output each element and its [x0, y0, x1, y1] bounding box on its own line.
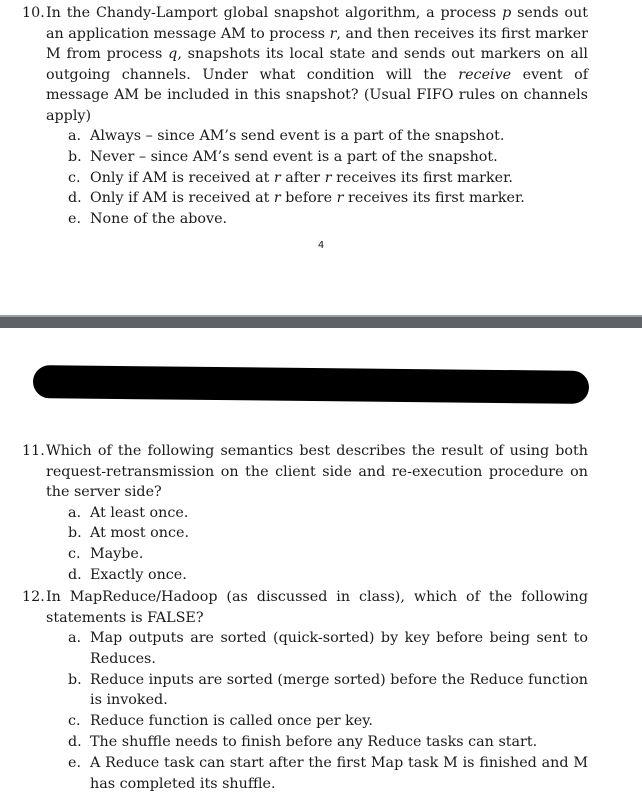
- option-label: c.: [68, 169, 81, 186]
- answer-option: [68, 628, 588, 670]
- italic-text: q: [168, 46, 178, 62]
- answer-option: [68, 523, 588, 544]
- option-text: [90, 711, 588, 732]
- question-10: [22, 3, 588, 230]
- option-label: c.: [68, 713, 81, 730]
- italic-text: p: [502, 5, 512, 21]
- italic-text: r: [329, 25, 337, 42]
- document-page-upper: [0, 0, 642, 315]
- italic-text: r: [273, 169, 281, 186]
- text-run: Only if AM is received at: [90, 190, 274, 207]
- italic-text: receive: [458, 66, 512, 83]
- answer-option: [68, 147, 588, 168]
- option-text: [90, 523, 588, 544]
- question-number: 11.: [22, 443, 45, 459]
- page-number: 4: [317, 240, 325, 251]
- option-text: [90, 168, 588, 189]
- text-run: At most once.: [90, 525, 189, 542]
- text-run: receives its first marker.: [343, 190, 525, 207]
- answer-options: [68, 628, 588, 794]
- option-label: c.: [68, 546, 81, 563]
- italic-text: r: [336, 190, 344, 207]
- option-label: a.: [68, 504, 82, 521]
- option-text: [90, 732, 588, 753]
- answer-option: [68, 126, 588, 147]
- question-text: [46, 441, 588, 503]
- option-text: [90, 628, 588, 670]
- text-run: In MapReduce/Hadoop (as discussed in class), which of the following statements is FALSE?: [46, 589, 588, 626]
- option-label: b.: [68, 148, 82, 165]
- question-text: [46, 3, 588, 126]
- option-label: b.: [68, 671, 82, 688]
- answer-option: [68, 188, 588, 209]
- text-run: Which of the following semantics best describes the result of using both request-retransmission on the client side and re-execution procedure on the server side?: [46, 443, 588, 500]
- option-text: [90, 670, 588, 712]
- option-label: b.: [68, 525, 82, 542]
- option-label: d.: [68, 733, 82, 750]
- text-run: Only if AM is received at: [90, 169, 274, 186]
- answer-option: [68, 732, 588, 753]
- option-text: [90, 753, 588, 795]
- answer-option: [68, 753, 588, 795]
- option-text: [90, 147, 588, 168]
- option-text: [90, 544, 588, 565]
- answer-option: [68, 670, 588, 712]
- answer-option: [68, 503, 588, 524]
- option-text: [90, 565, 588, 586]
- option-text: [90, 188, 588, 209]
- text-run: , snapshots its local state and sends out markers on all outgoing channels. Under what condition will the: [46, 46, 588, 83]
- text-run: At least once.: [90, 504, 189, 521]
- text-run: after: [280, 169, 325, 186]
- page-divider: [0, 315, 642, 328]
- text-run: In the Chandy-Lamport global snapshot algorithm, a process: [46, 5, 503, 21]
- answer-option: [68, 168, 588, 189]
- question-12: [22, 587, 588, 794]
- answer-option: [68, 209, 588, 230]
- text-run: Reduce function is called once per key.: [90, 713, 373, 730]
- text-run: before: [280, 190, 337, 207]
- text-run: The shuffle needs to finish before any Reduce tasks can start.: [90, 733, 538, 750]
- text-run: , and then receives its first marker M from process: [46, 25, 588, 62]
- text-run: A Reduce task can start after the first Map task M is finished and M has completed its shuffle.: [90, 754, 588, 792]
- option-text: [90, 503, 588, 524]
- text-run: sends out an application message AM to process: [46, 5, 588, 42]
- text-run: None of the above.: [90, 211, 228, 228]
- option-label: d.: [68, 190, 82, 207]
- text-run: receives its first marker.: [331, 169, 513, 186]
- question-number: 10.: [22, 5, 45, 21]
- option-label: a.: [68, 128, 82, 144]
- option-label: d.: [68, 566, 82, 583]
- option-label: a.: [68, 630, 82, 646]
- option-label: e.: [68, 211, 82, 228]
- answer-option: [68, 565, 588, 586]
- text-run: Exactly once.: [90, 566, 187, 583]
- option-text: [90, 209, 588, 230]
- answer-options: [68, 126, 588, 230]
- redaction-mark: [33, 365, 589, 404]
- option-text: [90, 126, 588, 147]
- italic-text: r: [273, 190, 281, 207]
- text-run: Maybe.: [90, 546, 144, 563]
- text-run: Always – since AM’s send event is a part of the snapshot.: [90, 128, 505, 144]
- text-run: Reduce inputs are sorted (merge sorted) before the Reduce function is invoked.: [90, 671, 589, 709]
- option-label: e.: [68, 754, 82, 771]
- answer-option: [68, 711, 588, 732]
- text-run: Map outputs are sorted (quick-sorted) by key before being sent to Reduces.: [90, 630, 588, 667]
- answer-option: [68, 544, 588, 565]
- text-run: event of message AM be included in this snapshot? (Usual FIFO rules on channels apply): [46, 66, 588, 124]
- answer-options: [68, 503, 588, 586]
- question-text: [46, 587, 588, 628]
- question-number: 12.: [22, 589, 45, 605]
- italic-text: r: [324, 169, 332, 186]
- question-11: [22, 441, 588, 586]
- text-run: Never – since AM’s send event is a part of the snapshot.: [90, 148, 498, 165]
